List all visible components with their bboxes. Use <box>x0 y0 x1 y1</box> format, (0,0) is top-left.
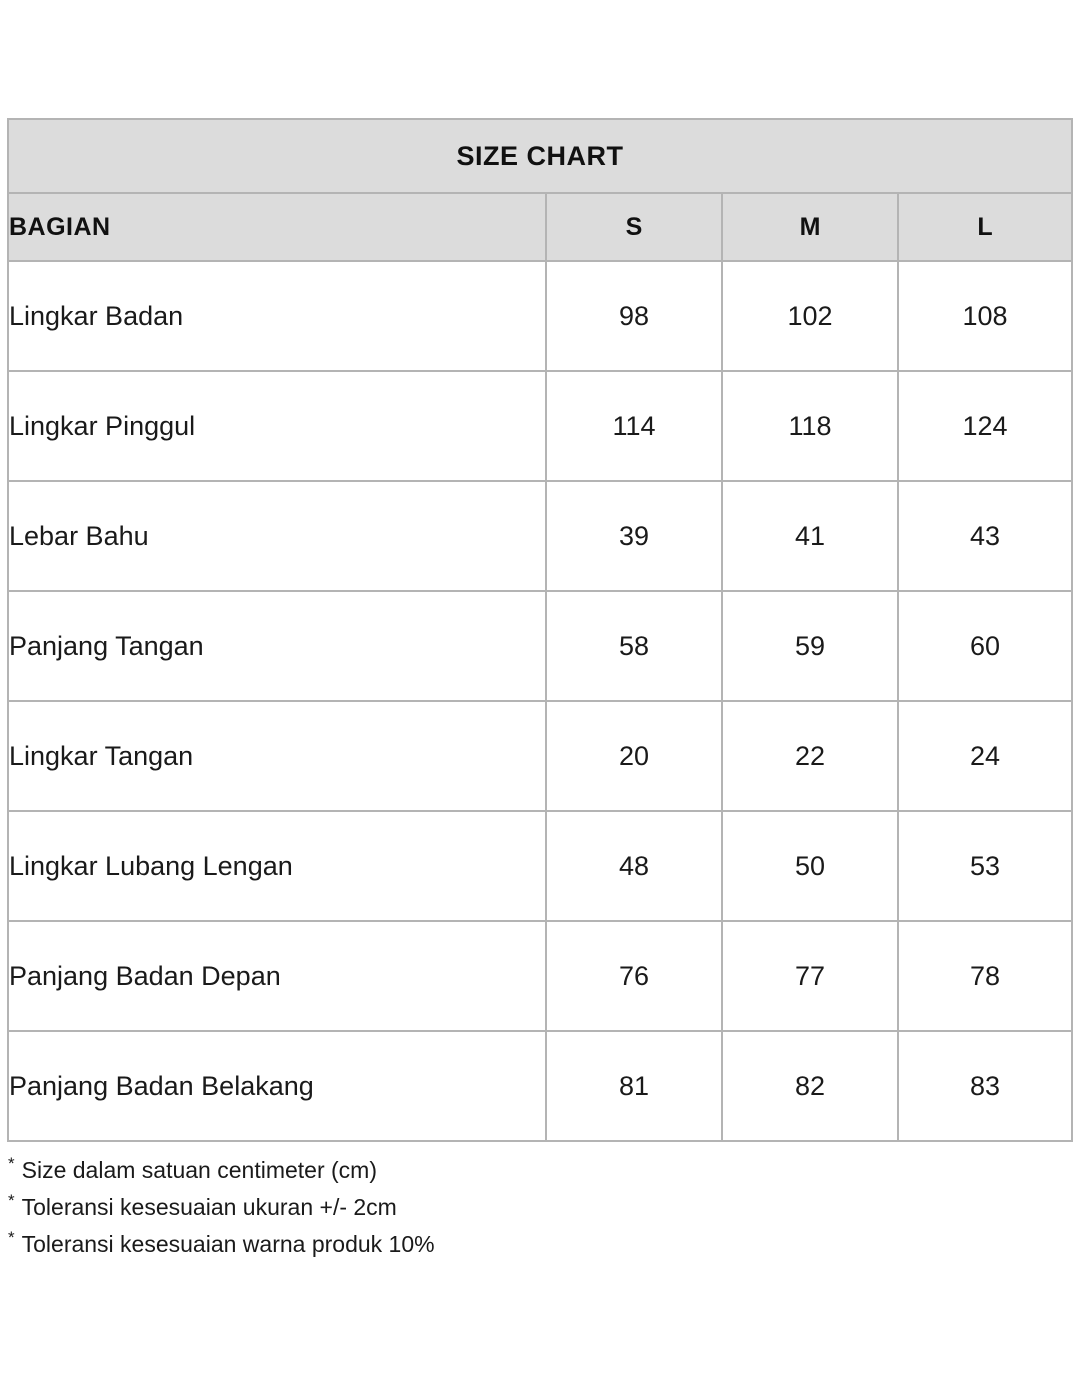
row-label: Lebar Bahu <box>8 481 546 591</box>
row-value-l: 108 <box>898 261 1072 371</box>
row-value-s: 81 <box>546 1031 722 1141</box>
row-value-m: 50 <box>722 811 898 921</box>
row-value-l: 60 <box>898 591 1072 701</box>
page-title: SIZE CHART <box>8 119 1072 193</box>
note-text: Size dalam satuan centimeter (cm) <box>21 1157 377 1183</box>
note-line <box>8 1152 908 1189</box>
note-line <box>8 1189 908 1226</box>
row-value-m: 102 <box>722 261 898 371</box>
column-header-m: M <box>722 193 898 261</box>
column-header-s: S <box>546 193 722 261</box>
row-label: Lingkar Tangan <box>8 701 546 811</box>
row-value-s: 114 <box>546 371 722 481</box>
row-value-s: 98 <box>546 261 722 371</box>
row-value-l: 124 <box>898 371 1072 481</box>
asterisk-icon: * <box>8 1191 15 1210</box>
note-line <box>8 1226 908 1263</box>
notes-block <box>8 1152 908 1263</box>
note-text: Toleransi kesesuaian warna produk 10% <box>21 1231 435 1257</box>
row-label: Lingkar Badan <box>8 261 546 371</box>
row-value-l: 43 <box>898 481 1072 591</box>
row-value-m: 22 <box>722 701 898 811</box>
asterisk-icon: * <box>8 1154 15 1173</box>
size-chart-container <box>7 118 1071 1142</box>
row-value-l: 53 <box>898 811 1072 921</box>
table-row <box>8 481 1072 591</box>
size-chart-table <box>7 118 1073 1142</box>
table-row <box>8 1031 1072 1141</box>
table-row <box>8 591 1072 701</box>
row-value-s: 20 <box>546 701 722 811</box>
table-row <box>8 921 1072 1031</box>
row-value-m: 82 <box>722 1031 898 1141</box>
row-label: Panjang Badan Depan <box>8 921 546 1031</box>
table-row <box>8 371 1072 481</box>
row-value-m: 41 <box>722 481 898 591</box>
row-value-s: 76 <box>546 921 722 1031</box>
row-label: Lingkar Lubang Lengan <box>8 811 546 921</box>
column-header-bagian: BAGIAN <box>8 193 546 261</box>
row-value-m: 59 <box>722 591 898 701</box>
row-value-m: 77 <box>722 921 898 1031</box>
table-header-row <box>8 193 1072 261</box>
row-label: Panjang Tangan <box>8 591 546 701</box>
row-label: Lingkar Pinggul <box>8 371 546 481</box>
row-value-s: 48 <box>546 811 722 921</box>
column-header-l: L <box>898 193 1072 261</box>
asterisk-icon: * <box>8 1228 15 1247</box>
row-value-l: 83 <box>898 1031 1072 1141</box>
row-value-m: 118 <box>722 371 898 481</box>
table-row <box>8 261 1072 371</box>
row-value-s: 39 <box>546 481 722 591</box>
table-row <box>8 701 1072 811</box>
row-value-l: 78 <box>898 921 1072 1031</box>
table-row <box>8 811 1072 921</box>
table-title-row <box>8 119 1072 193</box>
row-value-l: 24 <box>898 701 1072 811</box>
row-label: Panjang Badan Belakang <box>8 1031 546 1141</box>
row-value-s: 58 <box>546 591 722 701</box>
note-text: Toleransi kesesuaian ukuran +/- 2cm <box>21 1194 397 1220</box>
